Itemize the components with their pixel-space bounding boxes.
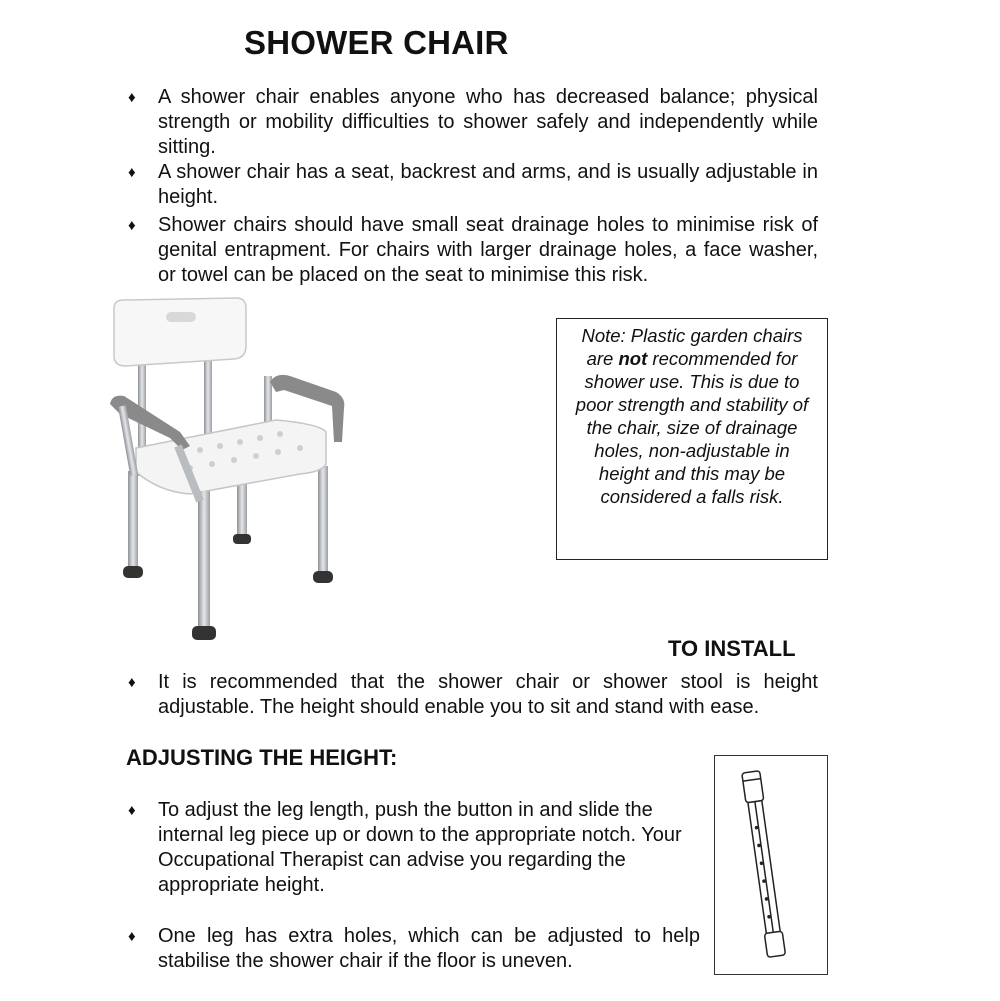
list-item <box>128 924 700 974</box>
bullet-icon: ♦ <box>128 89 136 106</box>
leg-drawing-frame <box>714 755 828 975</box>
bullet-icon: ♦ <box>128 674 136 691</box>
note-text-after: recommended for shower use. This is due to poor strength and stability of the chair, size of drainage holes, non-adjustable in height and this may be considered a falls risk. <box>575 348 809 507</box>
bullet-text: To adjust the leg length, push the button in and slide the internal leg piece up or down to the appropriate notch. Your Occupational Therapist can advise you regarding the appropriate height. <box>158 799 682 896</box>
bullet-icon: ♦ <box>128 802 136 819</box>
bullet-text: A shower chair has a seat, backrest and arms, and is usually adjustable in height. <box>158 161 818 208</box>
bullet-text: A shower chair enables anyone who has decreased balance; physical strength or mobility difficulties to shower safely and independently while sitting. <box>158 86 818 158</box>
note-box <box>556 318 828 560</box>
note-text-before: Note: Plastic garden chairs are <box>581 325 803 369</box>
page-title: SHOWER CHAIR <box>244 24 509 61</box>
note-emphasis: not <box>618 348 648 369</box>
bullet-text: One leg has extra holes, which can be adjusted to help stabilise the shower chair if the floor is uneven. <box>158 925 700 972</box>
list-item <box>128 798 694 898</box>
bullet-icon: ♦ <box>128 164 136 181</box>
list-item <box>128 85 818 160</box>
bullet-text: It is recommended that the shower chair or shower stool is height adjustable. The height should enable you to sit and stand with ease. <box>158 671 818 718</box>
bullet-icon: ♦ <box>128 928 136 945</box>
install-heading: TO INSTALL <box>668 636 796 661</box>
adjustable-leg-drawing <box>715 756 827 974</box>
bullet-icon: ♦ <box>128 217 136 234</box>
adjust-heading: ADJUSTING THE HEIGHT: <box>126 745 398 770</box>
list-item <box>128 670 818 720</box>
shower-chair-image <box>100 296 360 651</box>
list-item <box>128 160 818 210</box>
list-item <box>128 213 818 288</box>
bullet-text: Shower chairs should have small seat drainage holes to minimise risk of genital entrapment. For chairs with larger drainage holes, a face washer, or towel can be placed on the seat to minimise this risk. <box>158 214 818 286</box>
